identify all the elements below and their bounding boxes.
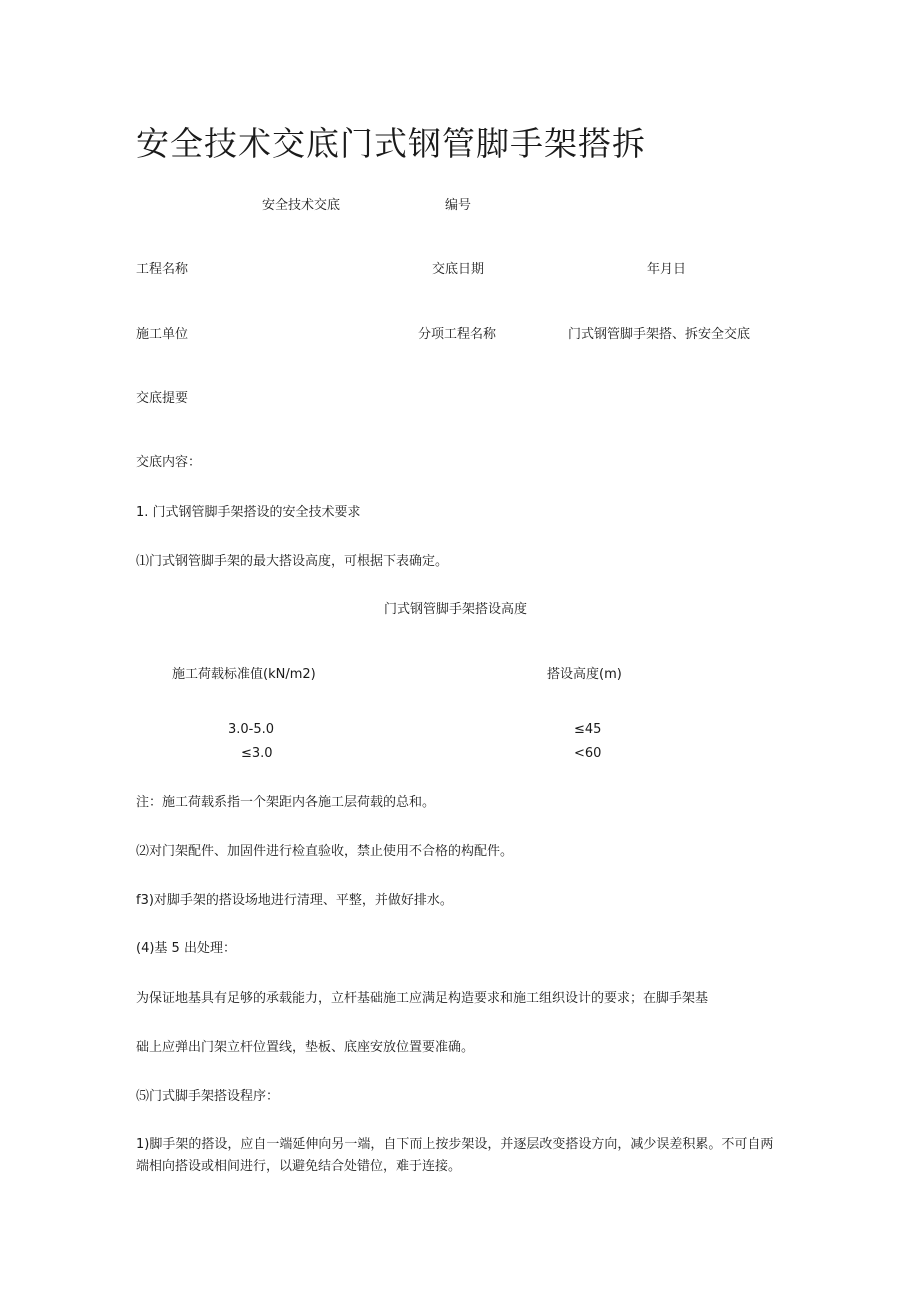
subproject-value: 门式钢管脚手架搭、拆安全交底 bbox=[568, 327, 751, 342]
header-label: 安全技术交底 bbox=[262, 198, 341, 213]
number-label: 编号 bbox=[445, 198, 472, 213]
item-1: ⑴门式钢管脚手架的最大搭设高度，可根据下表确定。 bbox=[136, 554, 449, 569]
project-name-label: 工程名称 bbox=[136, 262, 189, 277]
item-5: ⑸门式脚手架搭设程序： bbox=[136, 1089, 280, 1104]
item-3: f3)对脚手架的搭设场地进行清理、平整，并做好排水。 bbox=[136, 893, 453, 908]
table-cell: ≤45 bbox=[574, 722, 602, 737]
item-4-paragraph: 为保证地基具有足够的承载能力，立杆基础施工应满足构造要求和施工组织设计的要求；在脚手架基 bbox=[136, 991, 709, 1006]
item-2: ⑵对门架配件、加固件进行检直验收，禁止使用不合格的构配件。 bbox=[136, 844, 514, 859]
table-cell: <60 bbox=[574, 746, 602, 761]
table-cell: 3.0-5.0 bbox=[228, 722, 275, 737]
content-label: 交底内容： bbox=[136, 455, 202, 470]
subproject-label: 分项工程名称 bbox=[418, 327, 497, 342]
section-1-title: 1. 门式钢管脚手架搭设的安全技术要求 bbox=[136, 505, 361, 520]
table-cell: ≤3.0 bbox=[241, 746, 273, 761]
page-title: 安全技术交底门式钢管脚手架搭拆 bbox=[136, 124, 646, 163]
date-value: 年月日 bbox=[647, 262, 687, 277]
item-5-1: 1)脚手架的搭设，应自一端延伸向另一端，自下而上按步架设，并逐层改变搭设方向，减少误差积累。不可自两端相向搭设或相间进行，以避免结合处错位，难于连接。 bbox=[136, 1137, 774, 1174]
item-4-paragraph: 础上应弹出门架立杆位置线，垫板、底座安放位置要准确。 bbox=[136, 1040, 475, 1055]
table-header-load: 施工荷载标准值(kN/m2) bbox=[172, 667, 316, 682]
note: 注：施工荷载系指一个架距内各施工层荷载的总和。 bbox=[136, 795, 436, 810]
date-label: 交底日期 bbox=[432, 262, 485, 277]
table-title: 门式钢管脚手架搭设高度 bbox=[384, 602, 528, 617]
table-header-height: 搭设高度(m) bbox=[547, 667, 622, 682]
item-4: (4)基 5 出处理： bbox=[136, 941, 236, 956]
construction-unit-label: 施工单位 bbox=[136, 327, 189, 342]
summary-label: 交底提要 bbox=[136, 391, 189, 406]
